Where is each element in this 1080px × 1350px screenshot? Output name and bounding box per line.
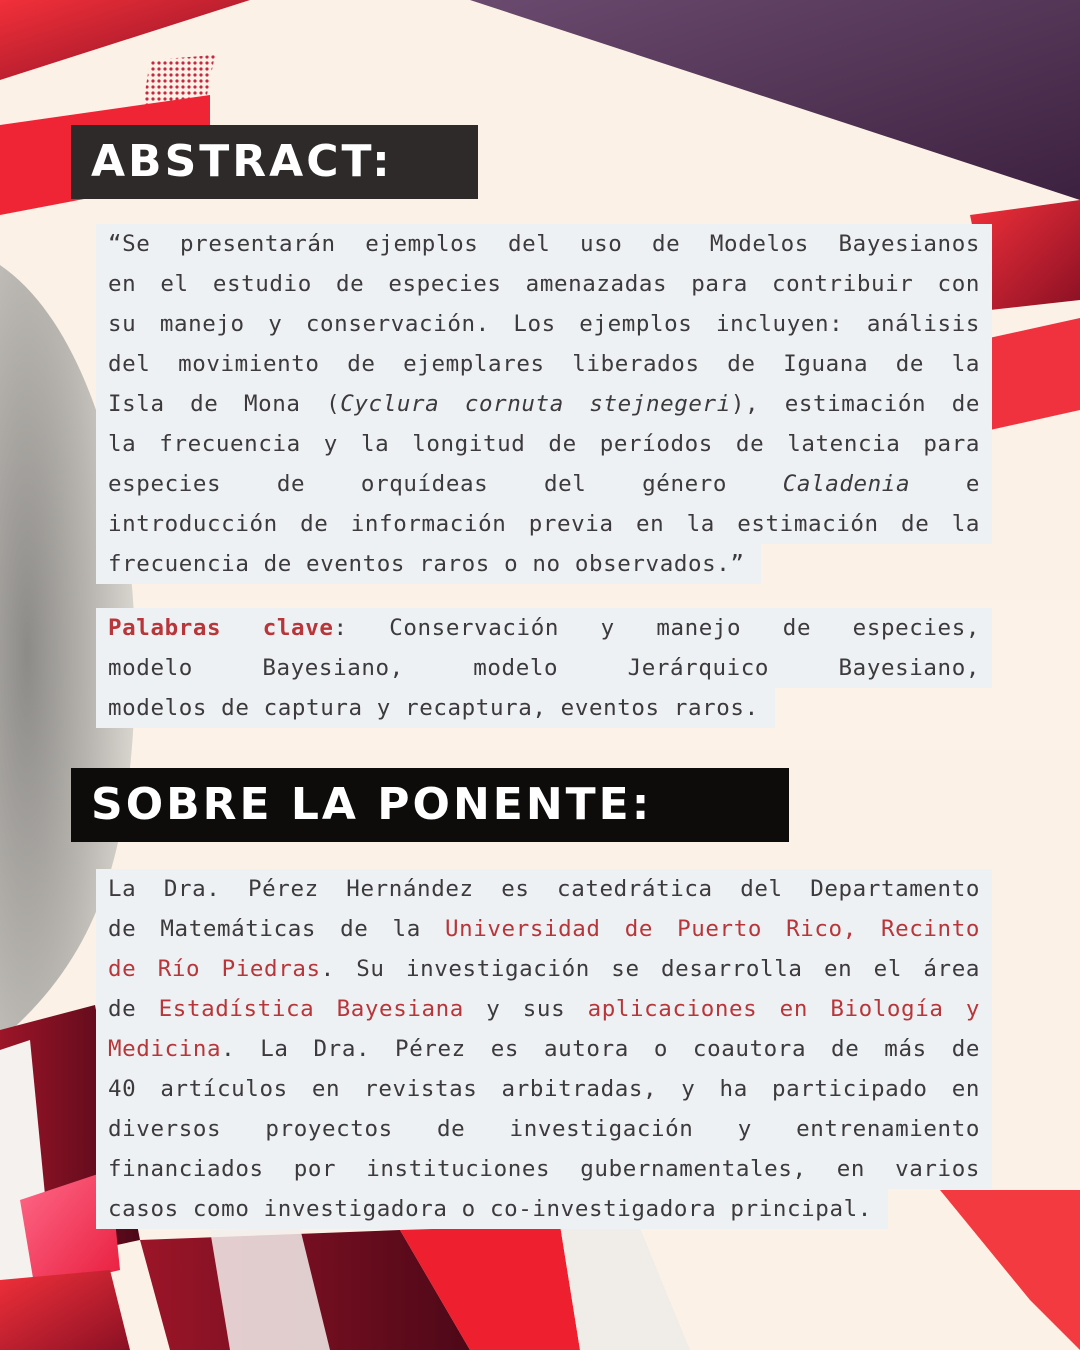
- keywords-line: modelos de captura y recaptura, eventos raros.: [96, 688, 775, 728]
- bio-line: financiados por instituciones gubernamentales, en varios: [96, 1149, 992, 1189]
- abstract-line-text: Isla de Mona (: [108, 391, 341, 417]
- species-name: Cyclura cornuta stejnegeri: [340, 391, 731, 417]
- bio-line: diversos proyectos de investigación y entrenamiento: [96, 1109, 992, 1149]
- bio-line: [96, 1029, 992, 1069]
- speaker-bio-text: [96, 869, 992, 1242]
- bio-line: [96, 989, 992, 1029]
- bio-line: casos como investigadora o co-investigadora principal.: [96, 1189, 888, 1229]
- abstract-line: su manejo y conservación. Los ejemplos incluyen: análisis: [96, 304, 992, 344]
- keywords-line: modelo Bayesiano, modelo Jerárquico Bayesiano,: [96, 648, 992, 688]
- abstract-line-text: ), estimación de: [730, 391, 980, 417]
- top-left-red-shape: [0, 0, 250, 80]
- purple-band-shape: [470, 0, 1080, 200]
- keywords-label: Palabras clave: [108, 615, 334, 641]
- abstract-line: “Se presentarán ejemplos del uso de Modelos Bayesianos: [96, 224, 992, 264]
- abstract-heading: ABSTRACT:: [71, 125, 478, 199]
- bio-line: La Dra. Pérez Hernández es catedrática del Departamento: [96, 869, 992, 909]
- bio-line: 40 artículos en revistas arbitradas, y ha participado en: [96, 1069, 992, 1109]
- genus-name: Caladenia: [782, 471, 911, 497]
- abstract-line: la frecuencia y la longitud de períodos de latencia para: [96, 424, 992, 464]
- abstract-text: [96, 224, 992, 597]
- applications-link[interactable]: aplicaciones en Biología y: [587, 996, 980, 1022]
- bayesian-statistics-link[interactable]: Estadística Bayesiana: [158, 996, 464, 1022]
- university-link[interactable]: Universidad de Puerto Rico, Recinto: [444, 916, 980, 942]
- bio-line-text: y sus: [463, 996, 588, 1022]
- abstract-line-text: especies de orquídeas del género: [108, 471, 783, 497]
- bio-line-text: de: [108, 996, 159, 1022]
- keywords-line-text: : Conservación y manejo de especies,: [333, 615, 981, 641]
- abstract-line: frecuencia de eventos raros o no observados.”: [96, 544, 761, 584]
- university-link-cont[interactable]: de Río Piedras: [108, 956, 321, 982]
- bio-line: [96, 909, 992, 949]
- right-red-band-2: [980, 318, 1080, 430]
- keywords-line: [96, 608, 992, 648]
- abstract-line: [96, 464, 992, 504]
- abstract-line-text: e: [910, 471, 980, 497]
- bottom-light-block-2: [560, 1225, 690, 1350]
- keywords-text: [96, 608, 992, 741]
- bio-line-text: de Matemáticas de la: [108, 916, 445, 942]
- abstract-line: en el estudio de especies amenazadas para contribuir con: [96, 264, 992, 304]
- bio-line: [96, 949, 992, 989]
- abstract-line: del movimiento de ejemplares liberados de Iguana de la: [96, 344, 992, 384]
- bio-line-text: . Su investigación se desarrolla en el área: [320, 956, 980, 982]
- speaker-heading: SOBRE LA PONENTE:: [71, 768, 789, 842]
- abstract-line: [96, 384, 992, 424]
- applications-link-cont[interactable]: Medicina: [108, 1036, 222, 1062]
- abstract-line: introducción de información previa en la estimación de la: [96, 504, 992, 544]
- bottom-red-block-1: [0, 1270, 130, 1350]
- bio-line-text: . La Dra. Pérez es autora o coautora de más de: [221, 1036, 980, 1062]
